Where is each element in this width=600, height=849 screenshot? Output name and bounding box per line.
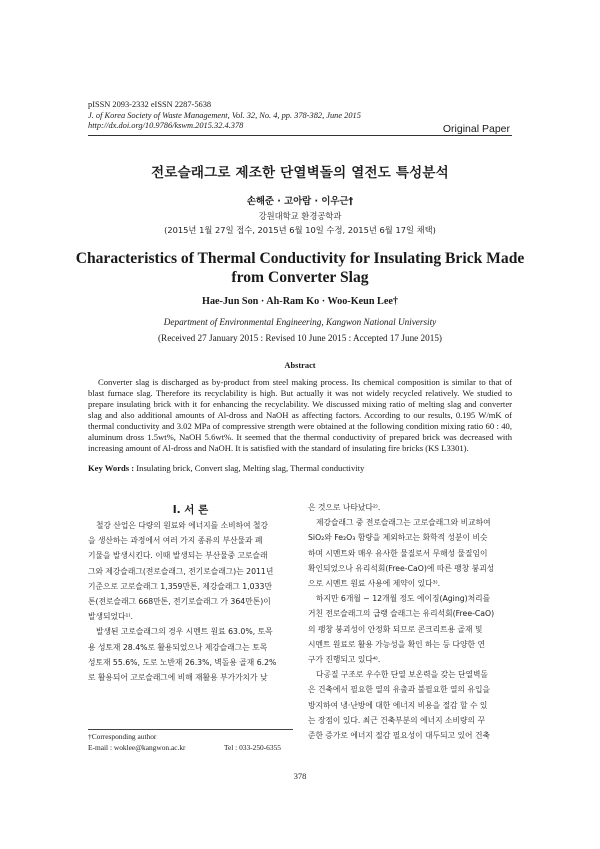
page-number: 378 [293,772,307,781]
body-line: 철강 산업은 다량의 원료와 에너지를 소비하여 철강 [96,521,268,530]
left-column-text [88,518,294,685]
english-title [60,249,540,287]
english-title-line-2: from Converter Slag [231,269,369,286]
body-line: 발생되었다¹⁾. [88,612,133,622]
body-line: 시멘트 원료로 활용 가능성을 확인 하는 등 다양한 연 [308,639,485,649]
korean-title: 전로슬래그로 제조한 단열벽돌의 열전도 특성분석 [151,165,449,181]
abstract-body: Converter slag is discharged as by-product from steel making process. Its chemical composition is similar to that of blast furnace slag. Therefore its recyclability is high. But actually it was not widely recycled relatively. We studied to prepare insulating brick with it for enhancing the recyclability. We discussed mixing ratio of melting slag and converter slag and also additional amounts of Al-dross and NaOH as affecting factors. According to our results, 0.195 W/mK of thermal conductivity and 3.02 MPa of compressive strength were obtained at the following condition mixing ratio 60 : 40, aluminum dross 1.5wt%, NaOH 5.6wt%. It seemed that the thermal conductivity of prepared brick was decreased with increasing amount of Al-dross and NaOH. It is satisfied with the standard of insulating fire bricks (KS L3301). [88,377,512,454]
keywords-label: Key Words : [88,463,135,473]
body-line: 용 성토재 28.4%로 활용되었으나 제강슬래그는 토목 [88,642,268,652]
english-affiliation: Department of Environmental Engineering, Kangwon National University [163,317,437,327]
body-line: 다공질 구조로 우수한 단열 보온력을 갖는 단열벽돌 [316,670,488,680]
body-line: 그와 제강슬래그(전로슬래그, 전기로슬래그)는 2011년 [88,566,274,576]
body-line: 톤(전로슬래그 668만톤, 전기로슬래그 가 364만톤)이 [88,597,271,607]
body-line: 확인되었으나 유리석회(Free-CaO)에 따른 팽창 붕괴성 [308,563,495,573]
korean-authors: 손해준 · 고아람 · 이우근† [246,196,354,207]
body-line: 은 것으로 나타났다²⁾. [308,503,381,512]
author-tel: Tel : 033-250-6355 [224,742,281,752]
body-line: 기준으로 고로슬래그 1,359만톤, 제강슬래그 1,033만 [88,581,272,591]
body-line: 는 장점이 있다. 최근 건축부분의 에너지 소비량의 꾸 [308,715,485,725]
body-line: SiO₂와 Fe₂O₃ 함량을 제외하고는 화학적 성분이 비슷 [308,533,488,543]
footnote-divider [88,729,293,730]
author-email[interactable]: E-mail : woklee@kangwon.ac.kr [88,742,186,752]
paper-type-label: Original Paper [442,123,510,135]
footnote-label: †Corresponding author [88,732,157,741]
body-line: 발생된 고로슬래그의 경우 시멘트 원료 63.0%, 토목 [96,627,273,637]
korean-affiliation: 강원대학교 환경공학과 [258,211,342,221]
section-heading-introduction: I. 서 론 [172,504,209,516]
keywords [88,463,518,473]
body-line: 하며 시멘트와 매우 유사한 물질로서 무해성 물질임이 [308,548,488,558]
english-title-line-1: Characteristics of Thermal Conductivity for Insulating Brick Made [75,250,525,267]
body-line: 은 건축에서 필요한 열의 유출과 불필요한 열의 유입을 [308,685,490,695]
journal-citation: J. of Korea Society of Waste Management, Vol. 32, No. 4, pp. 378-382, June 2015 [88,110,361,120]
header-divider [88,135,512,136]
keywords-list: Insulating brick, Convert slag, Melting slag, Thermal conductivity [134,463,365,473]
corresponding-author-footnote [88,732,281,753]
body-line: 거친 전로슬래그의 급랭 슬래그는 유리석회(Free-CaO) [308,609,495,619]
english-dates: (Received 27 January 2015 : Revised 10 June 2015 : Accepted 17 June 2015) [158,333,442,343]
english-authors: Hae-Jun Son · Ah-Ram Ko · Woo-Keun Lee† [202,296,398,307]
body-line: 준한 증가로 에너지 절감 필요성이 대두되고 있어 건축 [308,731,490,741]
abstract-heading: Abstract [284,361,316,370]
body-line: 을 생산하는 과정에서 여러 가지 종류의 부산물과 폐 [88,536,263,546]
body-line: 방지하여 냉·난방에 대한 에너지 비용을 절감 할 수 있 [308,700,488,710]
issn-line: pISSN 2093-2332 eISSN 2287-5638 [88,100,212,109]
body-line: 로 활용되어 고로슬래그에 비해 재활용 부가가치가 낮 [88,673,268,683]
body-line: 으로 시멘트 원료 사용에 제약이 있다³⁾. [308,579,441,589]
body-line: 제강슬래그 중 전로슬래그는 고로슬래그와 비교하여 [316,518,491,528]
journal-header [88,100,361,132]
right-column-text [308,500,516,743]
body-line: 성토재 55.6%, 도로 노반재 26.3%, 벽돌용 골재 6.2% [88,657,277,667]
body-line: 기물을 발생시킨다. 이때 발생되는 부산물중 고로슬래 [88,551,268,561]
body-line: 의 팽창 붕괴성이 안정화 되므로 콘크리트용 골재 및 [308,624,483,634]
body-line: 하지만 6개월 ~ 12개월 정도 에이징(Aging)처리를 [316,594,491,604]
body-line: 구가 진행되고 있다⁴⁾. [308,655,381,665]
korean-dates: (2015년 1월 27일 접수, 2015년 6월 10일 수정, 2015년 6월 17일 채택) [164,225,436,235]
doi-link[interactable]: http://dx.doi.org/10.9786/kswm.2015.32.4.378 [88,121,244,131]
